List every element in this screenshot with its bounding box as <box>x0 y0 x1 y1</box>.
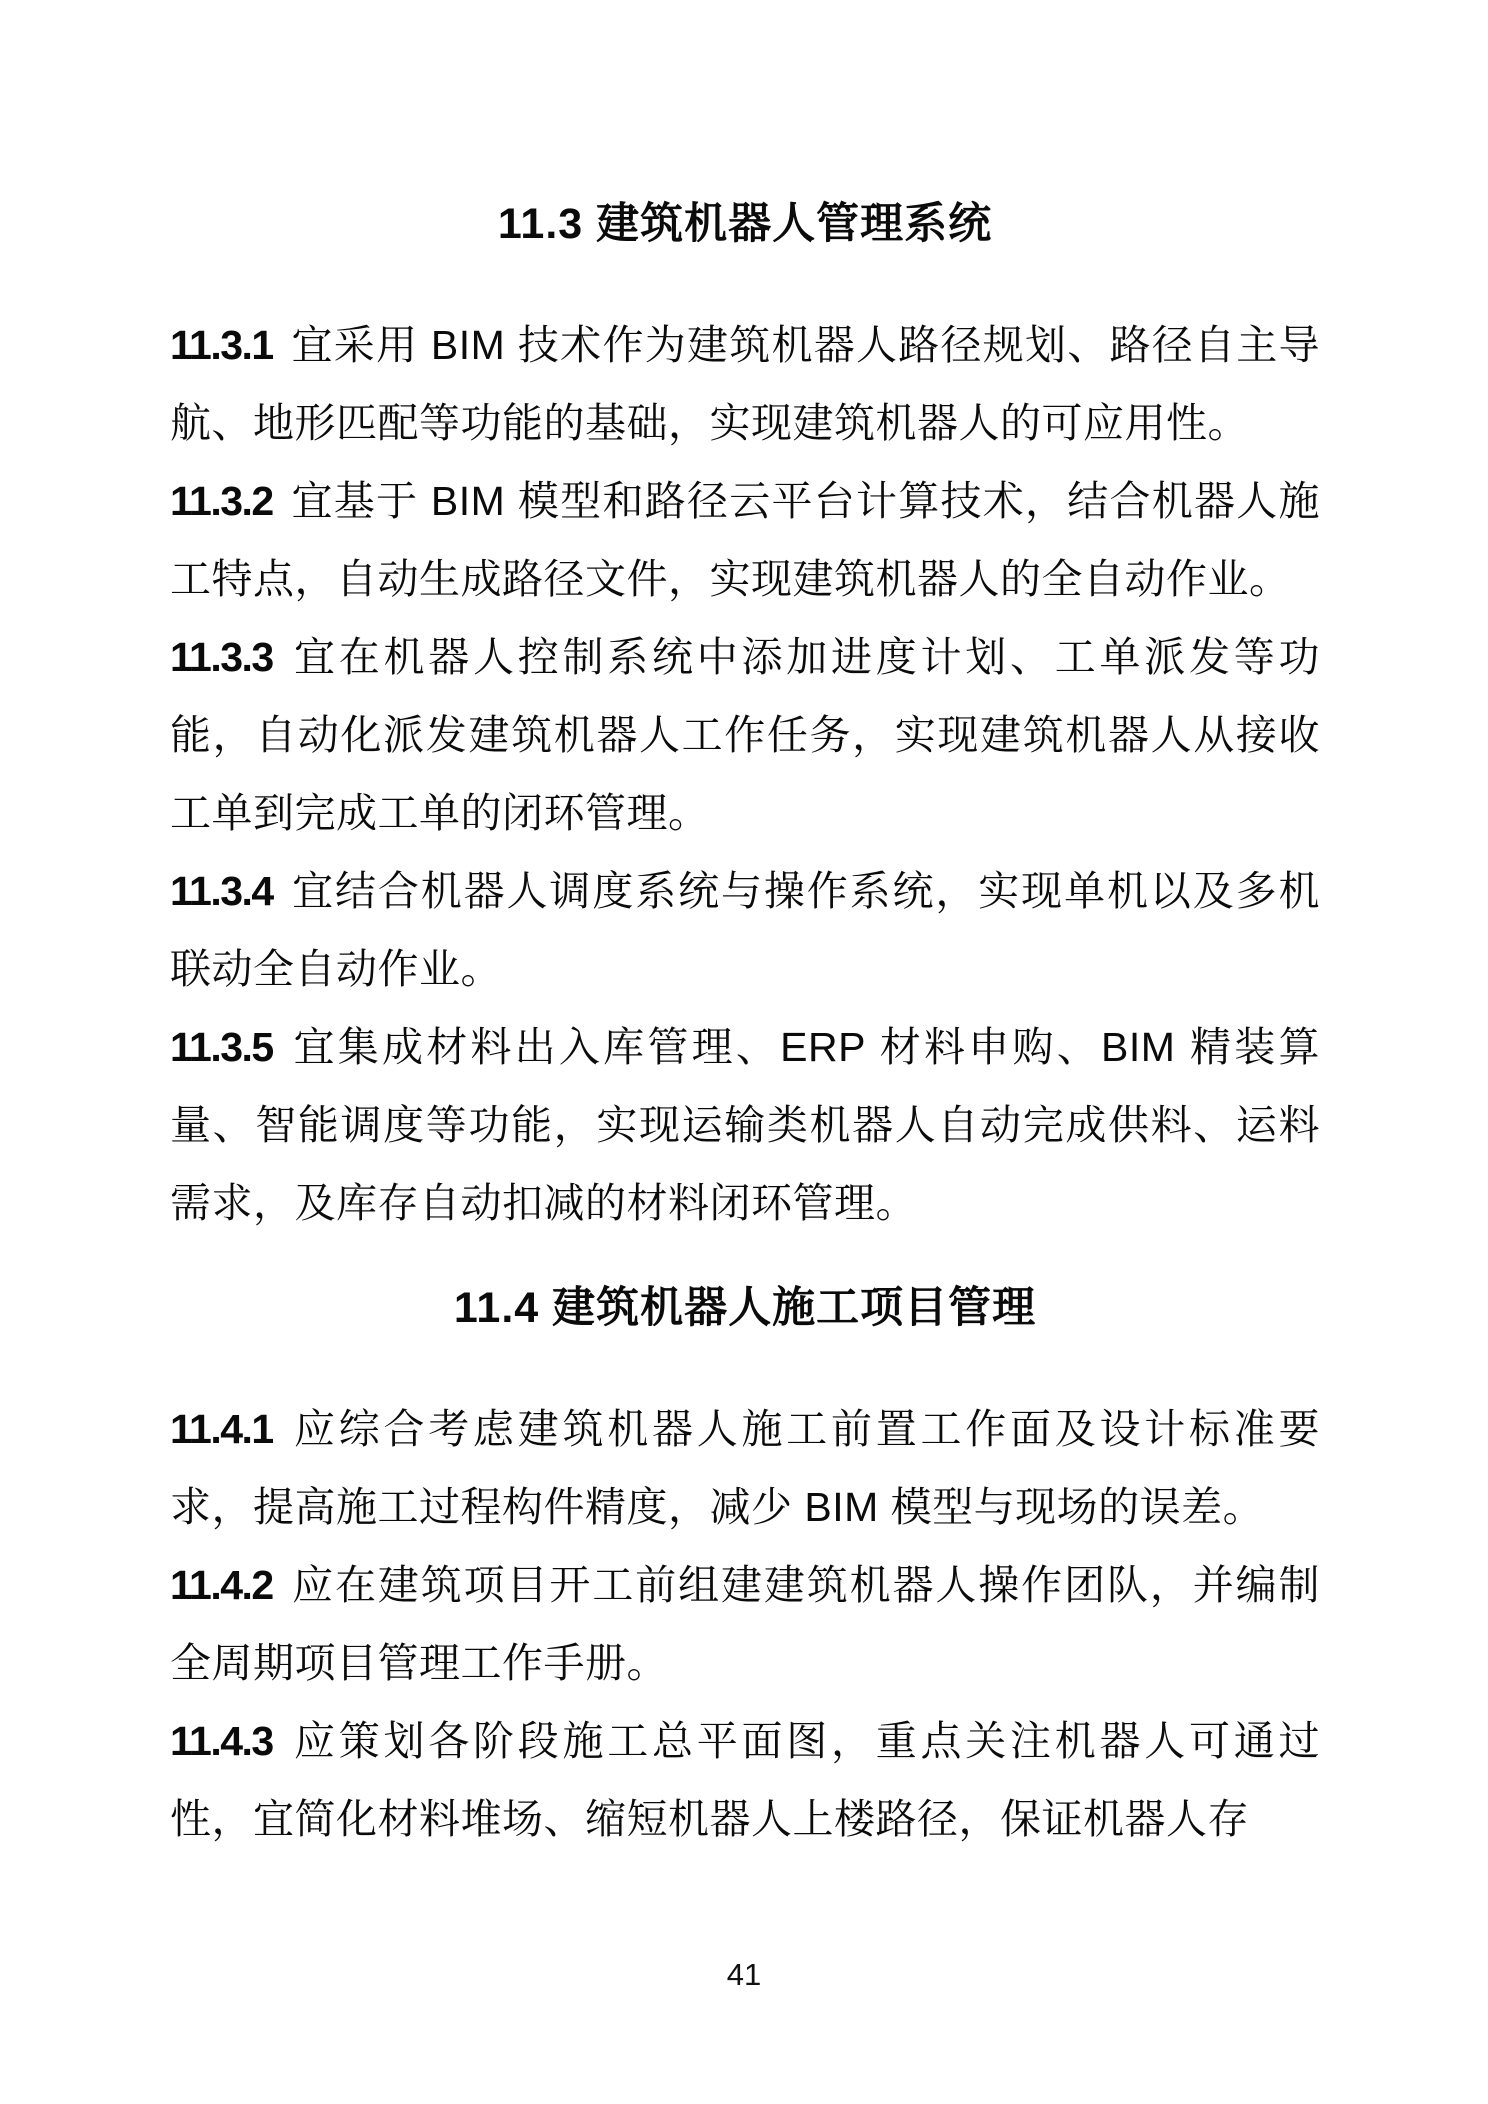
clause-number: 11.3.1 <box>170 322 273 368</box>
clause-11-4-2 <box>170 1546 1320 1702</box>
clause-number: 11.3.3 <box>170 634 273 680</box>
clause-number: 11.4.3 <box>170 1718 273 1764</box>
clause-text: 宜采用 BIM 技术作为建筑机器人路径规划、路径自主导航、地形匹配等功能的基础，实现建筑机器人的可应用性。 <box>170 322 1320 446</box>
clause-text: 应综合考虑建筑机器人施工前置工作面及设计标准要求，提高施工过程构件精度，减少 BIM 模型与现场的误差。 <box>170 1406 1320 1530</box>
clause-text: 应策划各阶段施工总平面图，重点关注机器人可通过性，宜简化材料堆场、缩短机器人上楼路径，保证机器人存 <box>170 1718 1320 1842</box>
section-heading-11-4: 11.4 建筑机器人施工项目管理 <box>453 1284 1037 1332</box>
clause-text: 宜集成材料出入库管理、ERP 材料申购、BIM 精装算量、智能调度等功能，实现运输类机器人自动完成供料、运料需求，及库存自动扣减的材料闭环管理。 <box>170 1024 1320 1226</box>
clause-11-4-1 <box>170 1390 1320 1546</box>
clause-number: 11.3.5 <box>170 1024 273 1070</box>
clause-11-3-2 <box>170 462 1320 618</box>
clause-11-3-3 <box>170 618 1320 852</box>
clause-number: 11.4.1 <box>170 1406 273 1452</box>
page-number: 41 <box>726 1957 762 1992</box>
clause-11-3-5 <box>170 1008 1320 1242</box>
clause-number: 11.3.4 <box>170 868 273 914</box>
clause-text: 应在建筑项目开工前组建建筑机器人操作团队，并编制全周期项目管理工作手册。 <box>170 1562 1320 1686</box>
clause-11-3-1 <box>170 306 1320 462</box>
section-heading-11-3: 11.3 建筑机器人管理系统 <box>497 200 993 248</box>
clause-number: 11.3.2 <box>170 478 273 524</box>
clause-number: 11.4.2 <box>170 1562 273 1608</box>
clause-text: 宜在机器人控制系统中添加进度计划、工单派发等功能，自动化派发建筑机器人工作任务，实现建筑机器人从接收工单到完成工单的闭环管理。 <box>170 634 1320 836</box>
clause-11-4-3 <box>170 1702 1320 1858</box>
clause-11-3-4 <box>170 852 1320 1008</box>
clause-text: 宜基于 BIM 模型和路径云平台计算技术，结合机器人施工特点，自动生成路径文件，实现建筑机器人的全自动作业。 <box>170 478 1320 602</box>
clause-text: 宜结合机器人调度系统与操作系统，实现单机以及多机联动全自动作业。 <box>170 868 1320 992</box>
